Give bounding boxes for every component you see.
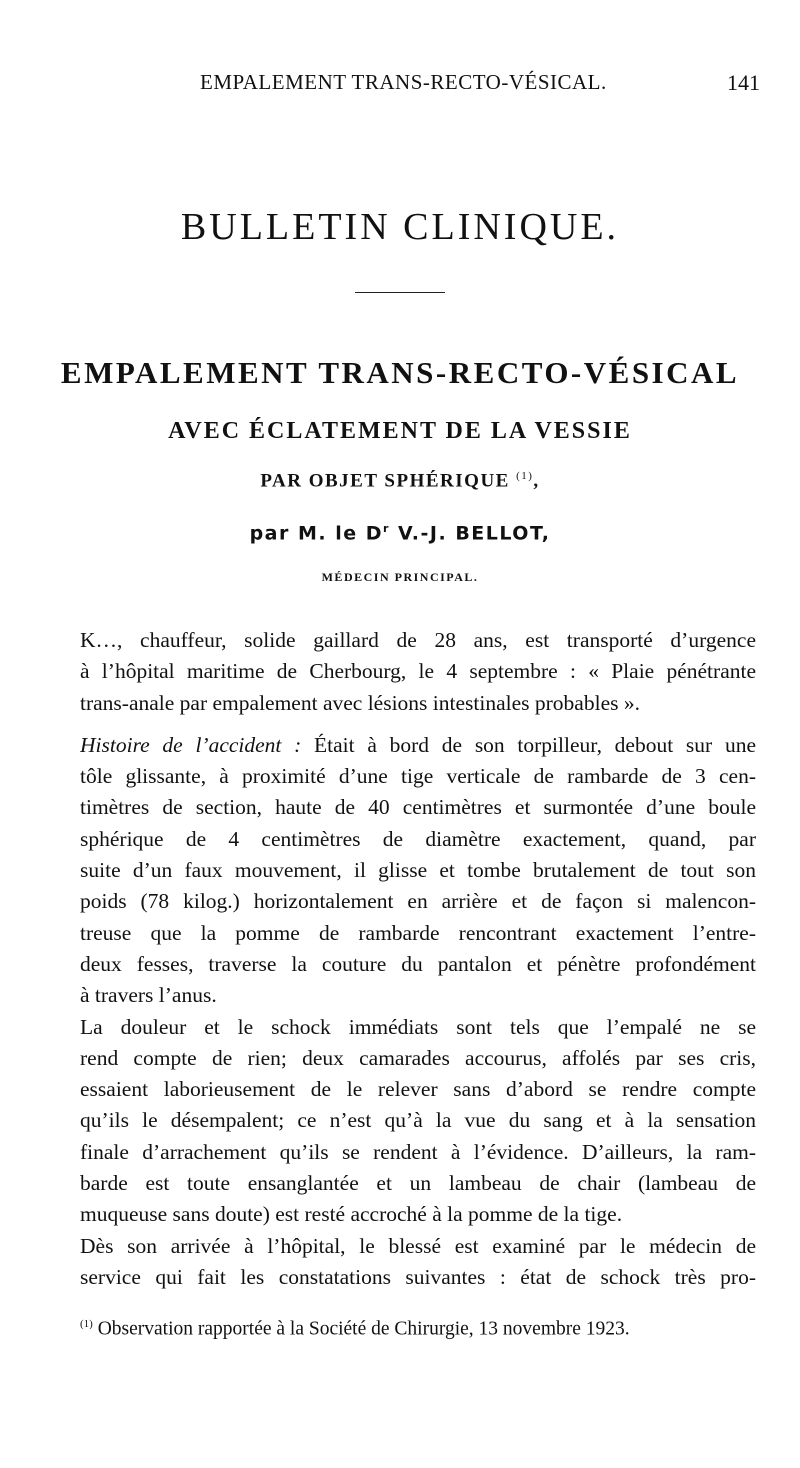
article-title-line-1: EMPALEMENT TRANS-RECTO-VÉSICAL <box>60 355 740 390</box>
divider-rule <box>355 292 445 293</box>
paragraph-lead-rest: Était à bord de son torpilleur, debout sur une <box>301 732 756 757</box>
footnote-text: Observation rapportée à la Société de Chirurgie, 13 novembre 1923. <box>92 1318 630 1340</box>
text-line: à travers l’anus. <box>80 983 217 1008</box>
running-title: EMPALEMENT TRANS-RECTO-VÉSICAL. <box>200 70 607 94</box>
page-number: 141 <box>727 70 760 95</box>
text-line: suite d’un faux mouvement, il glisse et tombe brutalement de tout son <box>80 858 756 883</box>
text-line <box>80 730 756 761</box>
byline-end: V.-J. BELLOT, <box>389 522 551 545</box>
text-line: tôle glissante, à proximité d’une tige verticale de rambarde de 3 cen- <box>80 764 756 789</box>
text-line: trans-anale par empalement avec lésions intestinales probables ». <box>80 690 640 715</box>
article-title-line-3-end: , <box>533 470 540 492</box>
text-line: treuse que la pomme de rambarde rencontrant exactement l’entre- <box>80 920 756 945</box>
footnote-mark: (1) <box>80 1318 93 1330</box>
byline <box>0 522 800 544</box>
text-line: service qui fait les constatations suivantes : état de schock très pro- <box>80 1264 756 1289</box>
text-line: qu’ils le désempalent; ce n’est qu’à la vue du sang et à la sensation <box>80 1108 756 1133</box>
footnote <box>80 1318 756 1341</box>
article-title-line-3 <box>0 470 800 492</box>
author-role: MÉDECIN PRINCIPAL. <box>321 570 479 584</box>
text-line: essaient laborieusement de le relever sans d’abord se rendre compte <box>80 1077 756 1102</box>
text-line: sphérique de 4 centimètres de diamètre exactement, quand, par <box>80 826 756 851</box>
byline-sup: r <box>383 522 390 535</box>
text-line: à l’hôpital maritime de Cherbourg, le 4 septembre : « Plaie pénétrante <box>80 659 756 684</box>
paragraph-2 <box>80 730 756 1012</box>
article-title-line-3-text: PAR OBJET SPHÉRIQUE <box>260 470 510 492</box>
text-line: barde est toute ensanglantée et un lambeau de chair (lambeau de <box>80 1171 756 1196</box>
text-line: K…, chauffeur, solide gaillard de 28 ans, est transporté d’urgence <box>80 628 756 652</box>
text-line: muqueuse sans doute) est resté accroché à la pomme de la tige. <box>80 1202 623 1227</box>
text-line: poids (78 kilog.) horizontalement en arrière et de façon si malencon- <box>80 889 756 914</box>
text-line: La douleur et le schock immédiats sont tels que l’empalé ne se <box>80 1014 756 1039</box>
paragraph-3 <box>80 1012 756 1231</box>
text-line: deux fesses, traverse la couture du pantalon et pénètre profondément <box>80 951 756 976</box>
text-line: finale d’arrachement qu’ils se rendent à l’évidence. D’ailleurs, la ram- <box>80 1139 756 1164</box>
paragraph-4 <box>80 1231 756 1294</box>
paragraph-1 <box>80 625 756 719</box>
text-line: Dès son arrivée à l’hôpital, le blessé est examiné par le médecin de <box>80 1233 756 1258</box>
byline-start: par M. le D <box>249 522 383 545</box>
paragraph-lead: Histoire de l’accident : <box>80 732 302 757</box>
title-footnote-mark: (1) <box>516 470 534 482</box>
article-title-line-2: AVEC ÉCLATEMENT DE LA VESSIE <box>168 418 632 444</box>
body-text <box>80 625 756 1293</box>
text-line: timètres de section, haute de 40 centimètres et surmontée d’une boule <box>80 795 756 820</box>
text-line: rend compte de rien; deux camarades accourus, affolés par ses cris, <box>80 1045 756 1070</box>
section-title: BULLETIN CLINIQUE. <box>180 206 620 248</box>
running-head <box>80 70 760 100</box>
